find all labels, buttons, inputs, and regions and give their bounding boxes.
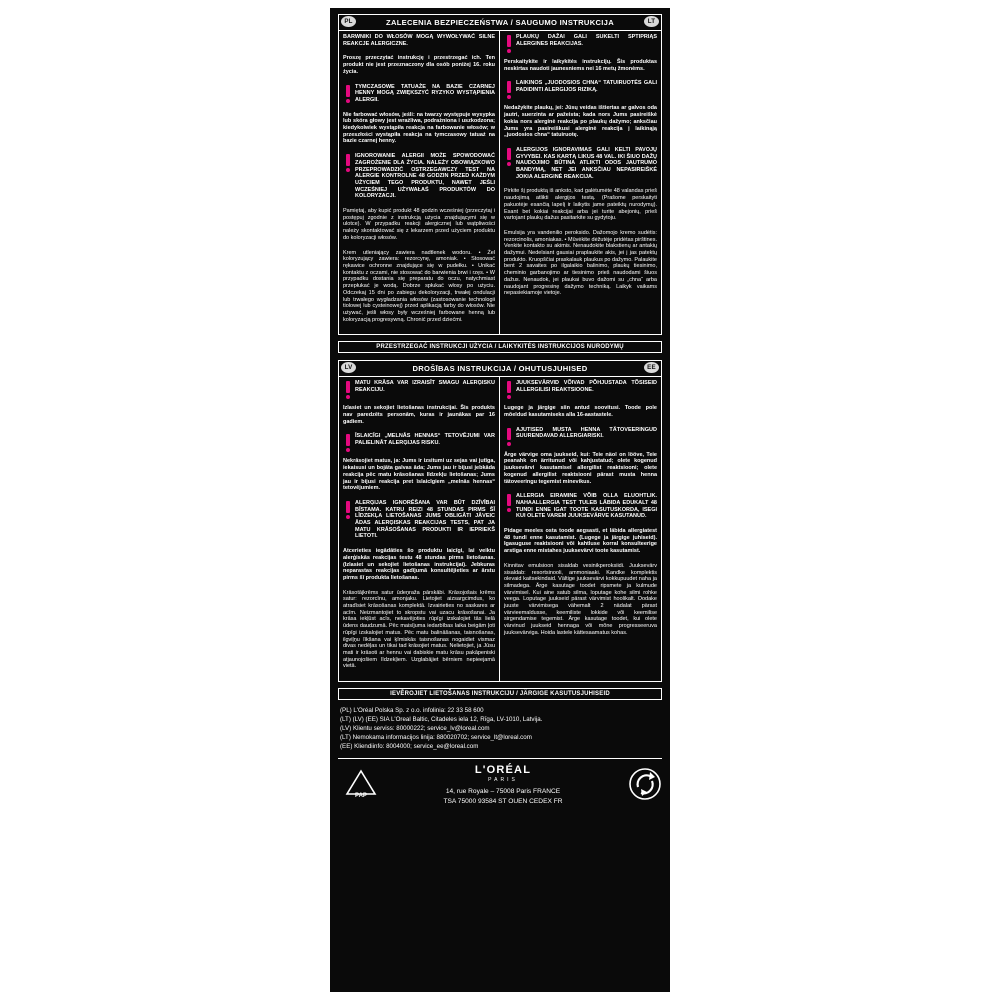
paragraph: Ärge värvige oma juukseid, kui: Teie näol on lööve, Teie peanahk on ärritunud või kahjustatud; olete kogenud juuksevärvi kasutamisel allergilist reaktsiooni; olete kogenud allergilist reaktsiooni pärast musta henna tätoveeringu tegemist minevikus. [504,451,657,485]
exclamation-icon [504,35,513,55]
paragraph: Krāsotājkrēms satur ūdeņraža pārskābi. Krāsojošais krēms satur: rezorcīnu, amonjaku. Lietojiet aizsargcimdus, ko atradīsiet krāsošanas komplektā. Izvairieties no saskares ar acīm. Neizmantojiet to skropstu vai uzacu krāsošanai. Ja krāsa iekļūst acīs, nekavējoties rūpīgi izskalojiet tās lielā ūdens daudzumā. Pēc maisījuma iedarbības laika beigām ļoti rūpīgi izskalojiet matus. Pēc matu balināšanas, taisnošanas, ilgviļņu līkšana vai ķīmiskās taisnošanas nogaidiet vismaz divas nedēļas un tikai tad krāsojiet matus. Nelietojiet, ja Jūsu mati ir krāsoti ar hennu vai dabiskie matu krāsu pakāpeniski atjaunojošiem līdzekļiem. Uzglabājiet bērniem nepieejamā vietā. [343,589,495,670]
mobius-loop-icon [344,769,378,795]
text-block [504,105,657,143]
exclamation-icon [504,148,513,168]
exclamation-icon [504,381,513,401]
panel-title: ZALECENIA BEZPIECZEŃSTWA / SAUGUMO INSTRUKCIJA [386,18,614,27]
contact-line: (LT) Nemokama informacijos linija: 880020702; service_lt@loreal.com [340,734,532,742]
text-block-warning [343,433,495,454]
column-lv [339,377,500,681]
panel-title: DROŠĪBAS INSTRUKCIJA / OHUTUSJUHISED [412,364,588,374]
text-block-warning [343,500,495,544]
paragraph: Atcerieties iegādāties šo produktu laicīgi, lai veiktu alerģiskās reakcijas testu 48 stundas pirms lietošanas. (Izlasiet un sekojiet lietošanas instrukcijai). Jebkuras neparastas reakcijas gadījumā konsultējieties ar ārstu pirms šī produkta lietošanas. [343,548,495,581]
text-block [343,590,495,674]
text-block [343,112,495,150]
contact-line: (LV) Klientu serviss: 80000222; service_lv@loreal.com [340,725,490,733]
paragraph: Nekrāsojiet matus, ja: Jums ir izsitumi uz sejas vai jutīga, iekaisusi un bojāta galvas āda; Jums jau ir bijusi jebkāda reakcija pēc matu krāsošanas līdzekļu lietošanas; Jums jau ir bijusi reakcija pret īslaicīgiem „melnās hennas“ tetovējumiem. [343,458,495,492]
exclamation-icon [343,154,352,174]
exclamation-icon [504,81,513,101]
pap-label: PAP [355,793,367,800]
text-block-warning [504,380,657,401]
safety-panel-lv-ee [338,360,662,682]
contact-line: (EE) Kliendiinfo: 8004000; service_ee@loreal.com [340,743,479,751]
text-block [343,55,495,79]
flag-badge-lt: LT [644,16,659,27]
paragraph: Nedažykite plaukų, jei: Jūsų veidas ištiertas ar galvos oda jautri, suerzinta ar pažeista; kada nors Jums pasireiškė kokia nors alerginė reakcija po plaukų dažymo; anksčiau Jums yra pasireiškusi alerginė reakcija į laikinąją „juodosios chna“ tatuiruotę. [504,105,657,139]
column-lt [500,31,661,334]
contact-info [340,707,662,752]
exclamation-icon [343,85,352,105]
safety-panel-pl-lt [338,14,662,335]
text-block [343,405,495,429]
flag-badge-pl: PL [341,16,356,27]
text-block [504,563,657,641]
paragraph: ĪSLAICĪGI „MELNĀS HENNAS“ TETOVĒJUMI VAR PALIELINĀT ALERĢIJAS RISKU. [355,433,495,447]
paragraph: LAIKINOS „JUODOSIOS CHNA“ TATUIRUOTĖS GALI PADIDINTI ALERGIJOS RIZIKĄ. [516,80,657,94]
text-block [343,250,495,328]
manufacturer-address [384,763,622,806]
product-label [330,8,670,992]
paragraph: AJUTISED MUSTA HENNA TÄTOVEERINGUD SUURENDAVAD ALLERGIARISKI. [516,426,657,440]
paragraph: Perskaitykite ir laikykitės instrukcijų. Šis produktas neskirtas naudoti jaunesniems nei 16 metų žmonėms. [504,59,657,72]
panel-columns [339,377,661,681]
exclamation-icon [504,428,513,448]
paragraph: IGNOROWANIE ALERGII MOŻE SPOWODOWAĆ ZAGROŻENIE DLA ŻYCIA. NALEŻY OBOWIĄZKOWO PRZEPROWADZIĆ OSTRZEGAWCZY TEST NA ALERGIE KONTROLNE 48 GODZIN PRZED KAŻDYM UŻYCIEM TEGO PRODUKTU, NAWET JEŚLI WCZEŚNIEJ UŻYWAŁAŚ PRODUKTÓW DO KOLORYZACJI. [355,153,495,200]
paragraph: Kinnitav emulsioon sisaldab vesinikperoksiidi. Juuksevärv sisaldab: resortsinooli, ammoniaaki. Kandke komplektis olevaid kaitsekindaid. Vältige juuksevärvi kokkupuudet naha ja silmadega. Ärge kasutage toodet ripsmete ja kulmude värvimisel. Kui aine satub silma, loputage kohe silmi rohke veega. Loputage juukseid pärast värvimist hoolikalt. Oodake juuste värvimisega vähemalt 2 nädalat pärast värvieemaldusse, keemiliste lokkide või keemilise sirgendamise tegemist. Ärge kasutage toodet, kui olete värvinud juukseid hennaga või mõne progresseeruva juuksevärviga. Hoida lastele kättesaamatus kohas. [504,562,657,636]
text-block-warning [343,84,495,108]
column-pl [339,31,500,334]
address-line-2: TSA 75000 93584 ST OUEN CEDEX FR [443,797,563,805]
paragraph: Proszę przeczytać instrukcję i przestrzegać ich. Ten produkt nie jest przeznaczony dla osób poniżej 16. roku życia. [343,55,495,75]
address-line-1: 14, rue Royale – 75008 Paris FRANCE [445,788,561,796]
text-block-warning [504,147,657,185]
paragraph: Izlasiet un sekojiet lietošanas instrukcijai. Šis produkts nav paredzēts personām, kuras ir jaunākas par 16 gadiem. [343,405,495,425]
paragraph: Nie farbować włosów, jeśli: na twarzy występuje wysypka lub skóra głowy jest wrażliwa, podrażniona i uszkodzona; kiedykolwiek wystąpiła reakcja na farbowanie włosów; w przeszłości wystąpiła reakcja na tymczasowy tatuaż na bazie czarnej henny. [343,111,495,145]
pap-recycling-mark [338,769,384,799]
paragraph: ALLERGIA EIRAMINE VÕIB OLLA ELUOHTLIK. NAHAALLERGIA TEST TULEB LÄBIDA EDUKALT 48 TUNDI ENNE IGAT TOOTE KASUTUSKORDA, ISEGI KUI OLETE VAREM JUUKSEVÄRVE KASUTANUD. [516,493,657,520]
paragraph: Emulsija yra vandenilio peroksido. Dažomojo kremo sudėtis: rezorcinolis, amoniakas. • Mūvėkite dėžutėje pridėtas pirštines. Venkite kontakto su akimis. Nenaudokite blakstienų ar antakių dažymui. Nedelsiant gausiai praplaukite akis, jei į jas patektų produkto. Kruopščiai praskalauk plaukus po dažymo. Palaukite bent 2 savaites po ilgalaikio balinimo, plaukų tiesinimo, cheminio garbanojimo ar tiesinimo prieš naudodami šiuos dažus. Nenaudok, jei plaukai buvo dažomi su „chna“ arba naudojant progresinę dažymo techniką. Laikyk vaikams nepasiekiamoje vietoje. [504,229,657,297]
text-block [504,405,657,422]
panel-footer-pl-lt: PRZESTRZEGAĆ INSTRUKCJI UŻYCIA / LAIKYKITĖS INSTRUKCIJOS NURODYMŲ [338,341,662,353]
text-block [343,548,495,586]
paragraph: Pamiętaj, aby kupić produkt 48 godzin wcześniej (przeczytaj i postępuj zgodnie z instrukcją użycia znajdującymi się w ulotce). W przypadku reakcji alergicznej lub wątpliwości należy skontaktować się z lekarzem przed użyciem produktu do koloryzacji włosów. [343,208,495,241]
panel-columns [339,31,661,334]
paragraph: Pidage meeles osta toode aegsasti, et läbida allergiatest 48 tundi enne kasutamist. (Lugege ja järgige juhiseid). Igasuguse reaktsiooni või kahtluse korral konsulteerige arstiga enne mistahes juuksevärvi toote kasutamist. [504,528,657,555]
paragraph: ALERGIJOS IGNORAVIMAS GALI KELTI PAVOJŲ GYVYBEI. KAS KARTĄ LIKUS 48 VAL. IKI ŠIUO DAŽŲ NAUDOJIMO BŪTINA ATLIKTI ODOS JAUTRUMO BANDYMĄ, NET JEI ANKSČIAU NEPASIREIŠKĖ JOKIA ALERGINĖ REAKCIJA. [516,146,657,180]
paragraph: TYMCZASOWE TATUAŻE NA BAZIE CZARNEJ HENNY MOGĄ ZWIĘKSZYĆ RYZYKO WYSTĄPIENIA ALERGII. [355,83,495,103]
exclamation-icon [343,434,352,454]
brand-name: L'ORÉAL [474,764,532,777]
paragraph: Lugege ja järgige siin antud soovitusi. Toode pole mõeldud kasutamiseks alla 16-aastastele. [504,405,657,419]
text-block [504,188,657,226]
paragraph: BARWNIKI DO WŁOSÓW MOGĄ WYWOŁYWAĆ SILNE REAKCJE ALERGICZNE. [343,34,495,47]
text-block-warning [504,34,657,55]
text-block [504,528,657,559]
flag-badge-lv: LV [341,362,356,373]
panel-footer-lv-ee: IEVĒROJIET LIETOŠANAS INSTRUKCIJU / JÄRGIGE KASUTUSJUHISEID [338,688,662,700]
text-block-warning [504,80,657,101]
paragraph: Pirkite šį produktą iš anksto, kad galėtumėte 48 valandas prieš naudojimą atlikti alergijos testą. (Prašome perskaityti pakuotėje esančią lapelį ir laikytis jame pateiktų nurodymų). Esant bet kokiai reakcijai arba jei turite abejonių, prieš vartojant plaukų dažus pasitarkite su gydytoju. [504,188,657,222]
text-block [504,452,657,490]
text-block [504,59,657,76]
text-block-warning [343,153,495,204]
text-block [343,208,495,246]
text-block-warning [343,380,495,401]
text-block [343,34,495,51]
paragraph: MATU KRĀSA VAR IZRAISĪT SMAGU ALERĢISKU REAKCIJU. [355,380,495,394]
brand-subtitle: PARIS [488,777,518,784]
panel-header [339,15,661,31]
paragraph: ALERĢIJAS IGNORĒŠANA VAR BŪT DZĪVĪBAI BĪSTAMA. KATRU REIZI 48 STUNDAS PIRMS ŠĪ LĪDZEKĻA LIETOŠANAS JUMS OBLIGĀTI JĀVEIC ĀDAS ALERĢISKAS REAKCIJAS TESTS, PAT JA MATU KRĀSOŠANAS PRODUKTI IR IEPRIEKŠ LIETOTI. [355,499,495,540]
exclamation-icon [343,381,352,401]
exclamation-icon [343,501,352,521]
text-block-warning [504,493,657,524]
paragraph: Krem utleniający zawiera nadtlenek wodoru. • Żel koloryzujący zawiera: rezorcynę, amoniak. • Stosować rękawice ochronne znajdujące się w pudełku. • Unikać kontaktu z oczami, nie stosować do barwienia brwi i rzęs. • W przypadku dostania się preparatu do oczu, natychmiast przepłukać je wodą. Dobrze spłukać włosy po użyciu. Odczekaj 15 dni po zabiegu dekoloryzacji, trwałej ondulacji lub trwałego wygładzania włosów (zastosowanie technologii tiolowej lub cysteinowej) przed aplikacją farby do włosów. Nie używać, jeśli włosy były wcześniej farbowane henną lub koloryzacją progresywną. Chronić przed dziećmi. [343,249,495,323]
contact-line: (PL) L'Oréal Polska Sp. z o.o. infolinia: 22 33 58 600 [340,707,484,715]
flag-badge-ee: EE [644,362,659,373]
text-block [504,230,657,301]
exclamation-icon [504,494,513,514]
label-footer [338,758,662,806]
recycle-symbol [622,767,662,801]
paragraph: PLAUKŲ DAŽAI GALI SUKELTI SPTIPRIĄS ALERGINES REAKCIJAS. [516,34,657,47]
text-block-warning [504,427,657,448]
paragraph: JUUKSEVÄRVID VÕIVAD PÕHJUSTADA TÕSISEID ALLERGILISI REAKTSIOONE. [516,380,657,394]
text-block [343,458,495,496]
contact-line: (LT) (LV) (EE) SIA L'Oreal Baltic, Citadeles iela 12, Rīga, LV-1010, Latvija. [340,716,543,724]
recycle-arrows-icon [628,767,662,801]
panel-header [339,361,661,377]
column-ee [500,377,661,681]
